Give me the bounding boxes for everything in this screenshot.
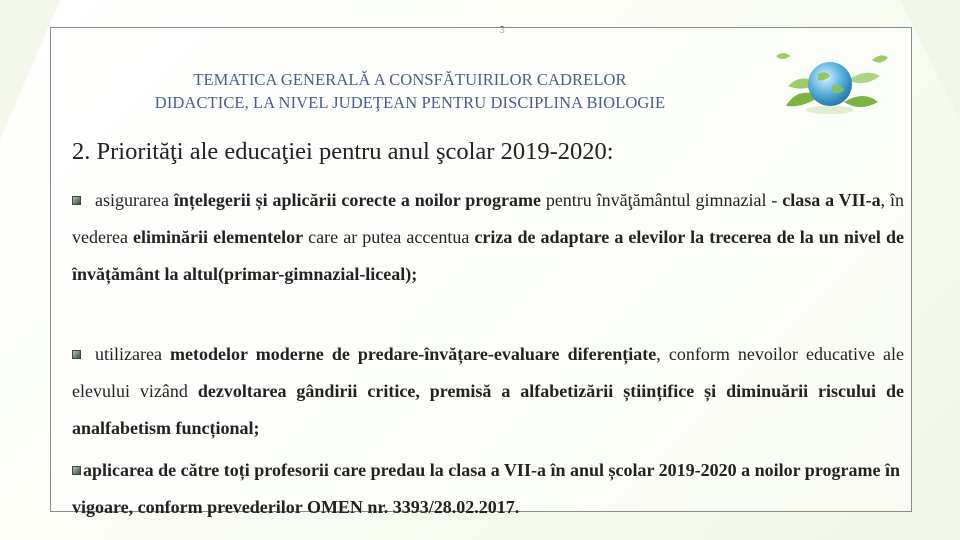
globe-leaves-icon: [768, 46, 892, 120]
heading-line-2: DIDACTICE, LA NIVEL JUDEŢEAN PENTRU DISCIPLINA BIOLOGIE: [154, 93, 666, 112]
square-bullet-icon: [72, 196, 81, 205]
bullet-item-1: asigurarea înțelegerii și aplicării corecte a noilor programe pentru învăţământul gimnazial - clasa a VII-a, în vederea eliminării elementelor care ar putea accentua criza de adaptare a elevilor la trecerea de la un nivel de învățământ la altul(primar-gimnazial-liceal);: [72, 190, 904, 284]
heading-line-1: TEMATICA GENERALĂ A CONSFĂTUIRILOR CADRELOR: [193, 70, 627, 89]
square-bullet-icon: [72, 466, 81, 475]
bullet-item-3: aplicarea de către toți profesorii care predau la clasa a VII-a în anul școlar 2019-2020 a noilor programe în vigoare, conform prevederilor OMEN nr. 3393/28.02.2017.: [72, 460, 900, 517]
bullet-item-2: utilizarea metodelor moderne de predare-învățare-evaluare diferențiate, conform nevoilor educative ale elevului vizând dezvoltarea gândirii critice, premisă a alfabetizării științifice și diminuării riscului de analfabetism funcțional;: [72, 344, 904, 438]
square-bullet-icon: [72, 350, 81, 359]
slide-heading: [70, 68, 750, 114]
section-subheading: 2. Priorităţi ale educaţiei pentru anul şcolar 2019-2020:: [72, 138, 614, 165]
